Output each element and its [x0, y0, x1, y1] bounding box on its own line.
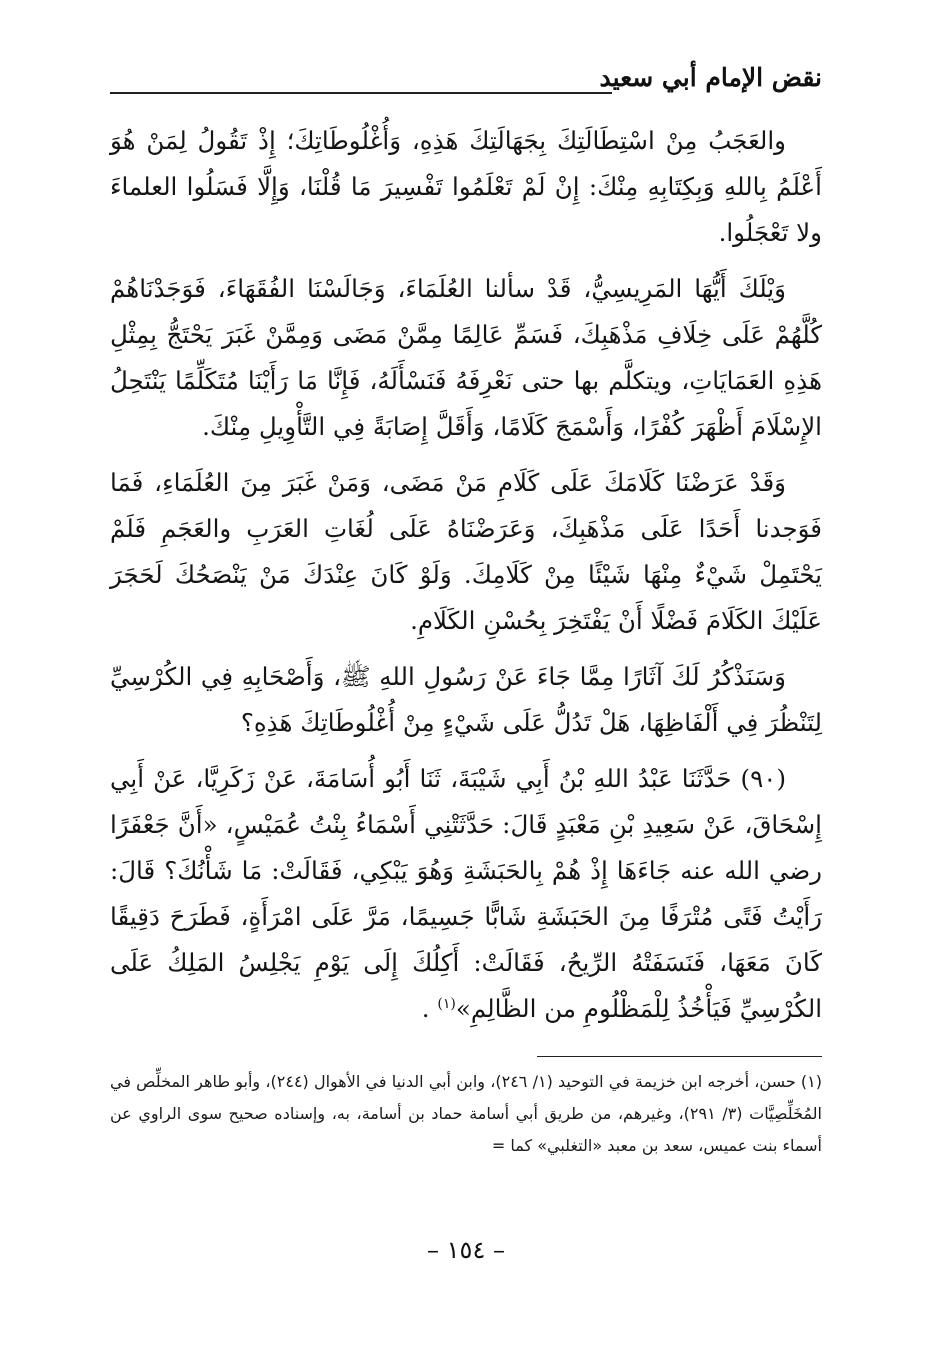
- footnote-1: (١) حسن، أخرجه ابن خزيمة في التوحيد (١/ ٢٤٦)، وابن أبي الدنيا في الأهوال (٢٤٤)، وأبو طاهر المخلِّص في المُخَلِّصِيَّات (٣/ ٢٩١)، وغيرهم، من طريق أبي أسامة حماد بن أسامة، به، وإسناده صحيح سوى الراوي عن أسماء بنت عميس، سعد بن معبد «التغلبي» كما =: [110, 1072, 823, 1155]
- hadith-text: (٩٠) حَدَّثَنَا عَبْدُ اللهِ بْنُ أَبِي شَيْبَةَ، ثَنَا أَبُو أُسَامَةَ، عَنْ زَكَرِيَّا، عَنْ أَبِي إِسْحَاقَ، عَنْ سَعِيدِ بْنِ مَعْبَدٍ قَالَ: حَدَّثَتْنِي أَسْمَاءُ بِنْتُ عُمَيْسٍ، «أَنَّ جَعْفَرًا رضي الله عنه جَاءَهَا إِذْ هُمْ بِالحَبَشَةِ وَهُوَ يَبْكِي، فَقَالَتْ: مَا شَأْنُكَ؟ قَالَ: رَأَيْتُ فَتًى مُتْرَفًا مِنَ الحَبَشَةِ شَابًّا جَسِيمًا، مَرَّ عَلَى امْرَأَةٍ، فَطَرَحَ دَقِيقًا كَانَ مَعَهَا، فَنَسَفَتْهُ الرِّيحُ، فَقَالَتْ: أَكِلُكَ إِلَى يَوْمِ يَجْلِسُ المَلِكُ عَلَى الكُرْسِيِّ فَيَأْخُذُ لِلْمَظْلُومِ من الظَّالِمِ»: [110, 764, 822, 1023]
- footnotes: [110, 1066, 822, 1162]
- closing-mark: .: [421, 994, 430, 1023]
- main-text: [110, 118, 822, 1032]
- paragraph-3: وَقَدْ عَرَضْنَا كَلَامَكَ عَلَى كَلَامِ مَنْ مَضَى، وَمَنْ غَبَرَ مِنَ العُلَمَاءِ، فَمَا فَوَجدنا أَحَدًا عَلَى مَذْهَبِكَ، وَعَرَضْنَاهُ عَلَى لُغَاتِ العَرَبِ والعَجَمِ فَلَمْ يَحْتَمِلْ شَيْءٌ مِنْهَا شَيْئًا مِنْ كَلَامِكَ. وَلَوْ كَانَ عِنْدَكَ مَنْ يَنْصَحُكَ لَحَجَرَ عَلَيْكَ الكَلَامَ فَضْلًا أَنْ يَفْتَخِرَ بِحُسْنِ الكَلَامِ.: [110, 468, 822, 635]
- running-header: [110, 62, 822, 102]
- page-number: – ١٥٤ –: [427, 1236, 505, 1264]
- footnote-reference[interactable]: (١): [437, 995, 456, 1012]
- paragraph-2: وَيْلَكَ أَيُّهَا المَرِيسِيُّ، قَدْ سألنا العُلَمَاءَ، وَجَالَسْنَا الفُقَهَاءَ، فَوَجَدْنَاهُمْ كُلَّهُمْ عَلَى خِلَافِ مَذْهَبِكَ، فَسَمِّ عَالِمًا مِمَّنْ مَضَى وَمِمَّنْ غَبَرَ يَحْتَجُّ بِمِثْلِ هَذِهِ العَمَايَاتِ، ويتكلَّم بها حتى نَعْرِفَهُ فَنَسْأَلَهُ، فَإِنَّا مَا رَأَيْنَا مُتَكَلِّمًا يَنْتَحِلُ الإِسْلَامَ أَظْهَرَ كُفْرًا، وَأَسْمَجَ كَلَامًا، وَأَقَلَّ إِصَابَةً فِي التَّأْوِيلِ مِنْكَ.: [110, 274, 822, 441]
- paragraph-1: والعَجَبُ مِنْ اسْتِطَالَتِكَ بِجَهَالَتِكَ هَذِهِ، وَأُغْلُوطَاتِكَ؛ إِذْ تَقُولُ لِمَنْ هُوَ أَعْلَمُ بِاللهِ وَبِكِتَابِهِ مِنْكَ: إِنْ لَمْ تَعْلَمُوا تَفْسِيرَ مَا قُلْنَا، وَإِلَّا فَسَلُوا العلماءَ ولا تَعْجَلُوا.: [110, 126, 822, 247]
- running-header-title: نقض الإمام أبي سعيد: [599, 63, 822, 92]
- paragraph-5-hadith: [110, 756, 822, 1032]
- paragraph-4: وَسَنَذْكُرُ لَكَ آثَارًا مِمَّا جَاءَ عَنْ رَسُولِ اللهِ ﷺ، وَأَصْحَابِهِ فِي الكُرْسِيِّ لِتَنْظُرَ فِي أَلْفَاظِهَا، هَلْ تَدُلُّ عَلَى شَيْءٍ مِنْ أُغْلُوطَاتِكَ هَذِهِ؟: [110, 662, 822, 737]
- header-rule: [110, 92, 612, 94]
- footnote-separator: [537, 1056, 822, 1057]
